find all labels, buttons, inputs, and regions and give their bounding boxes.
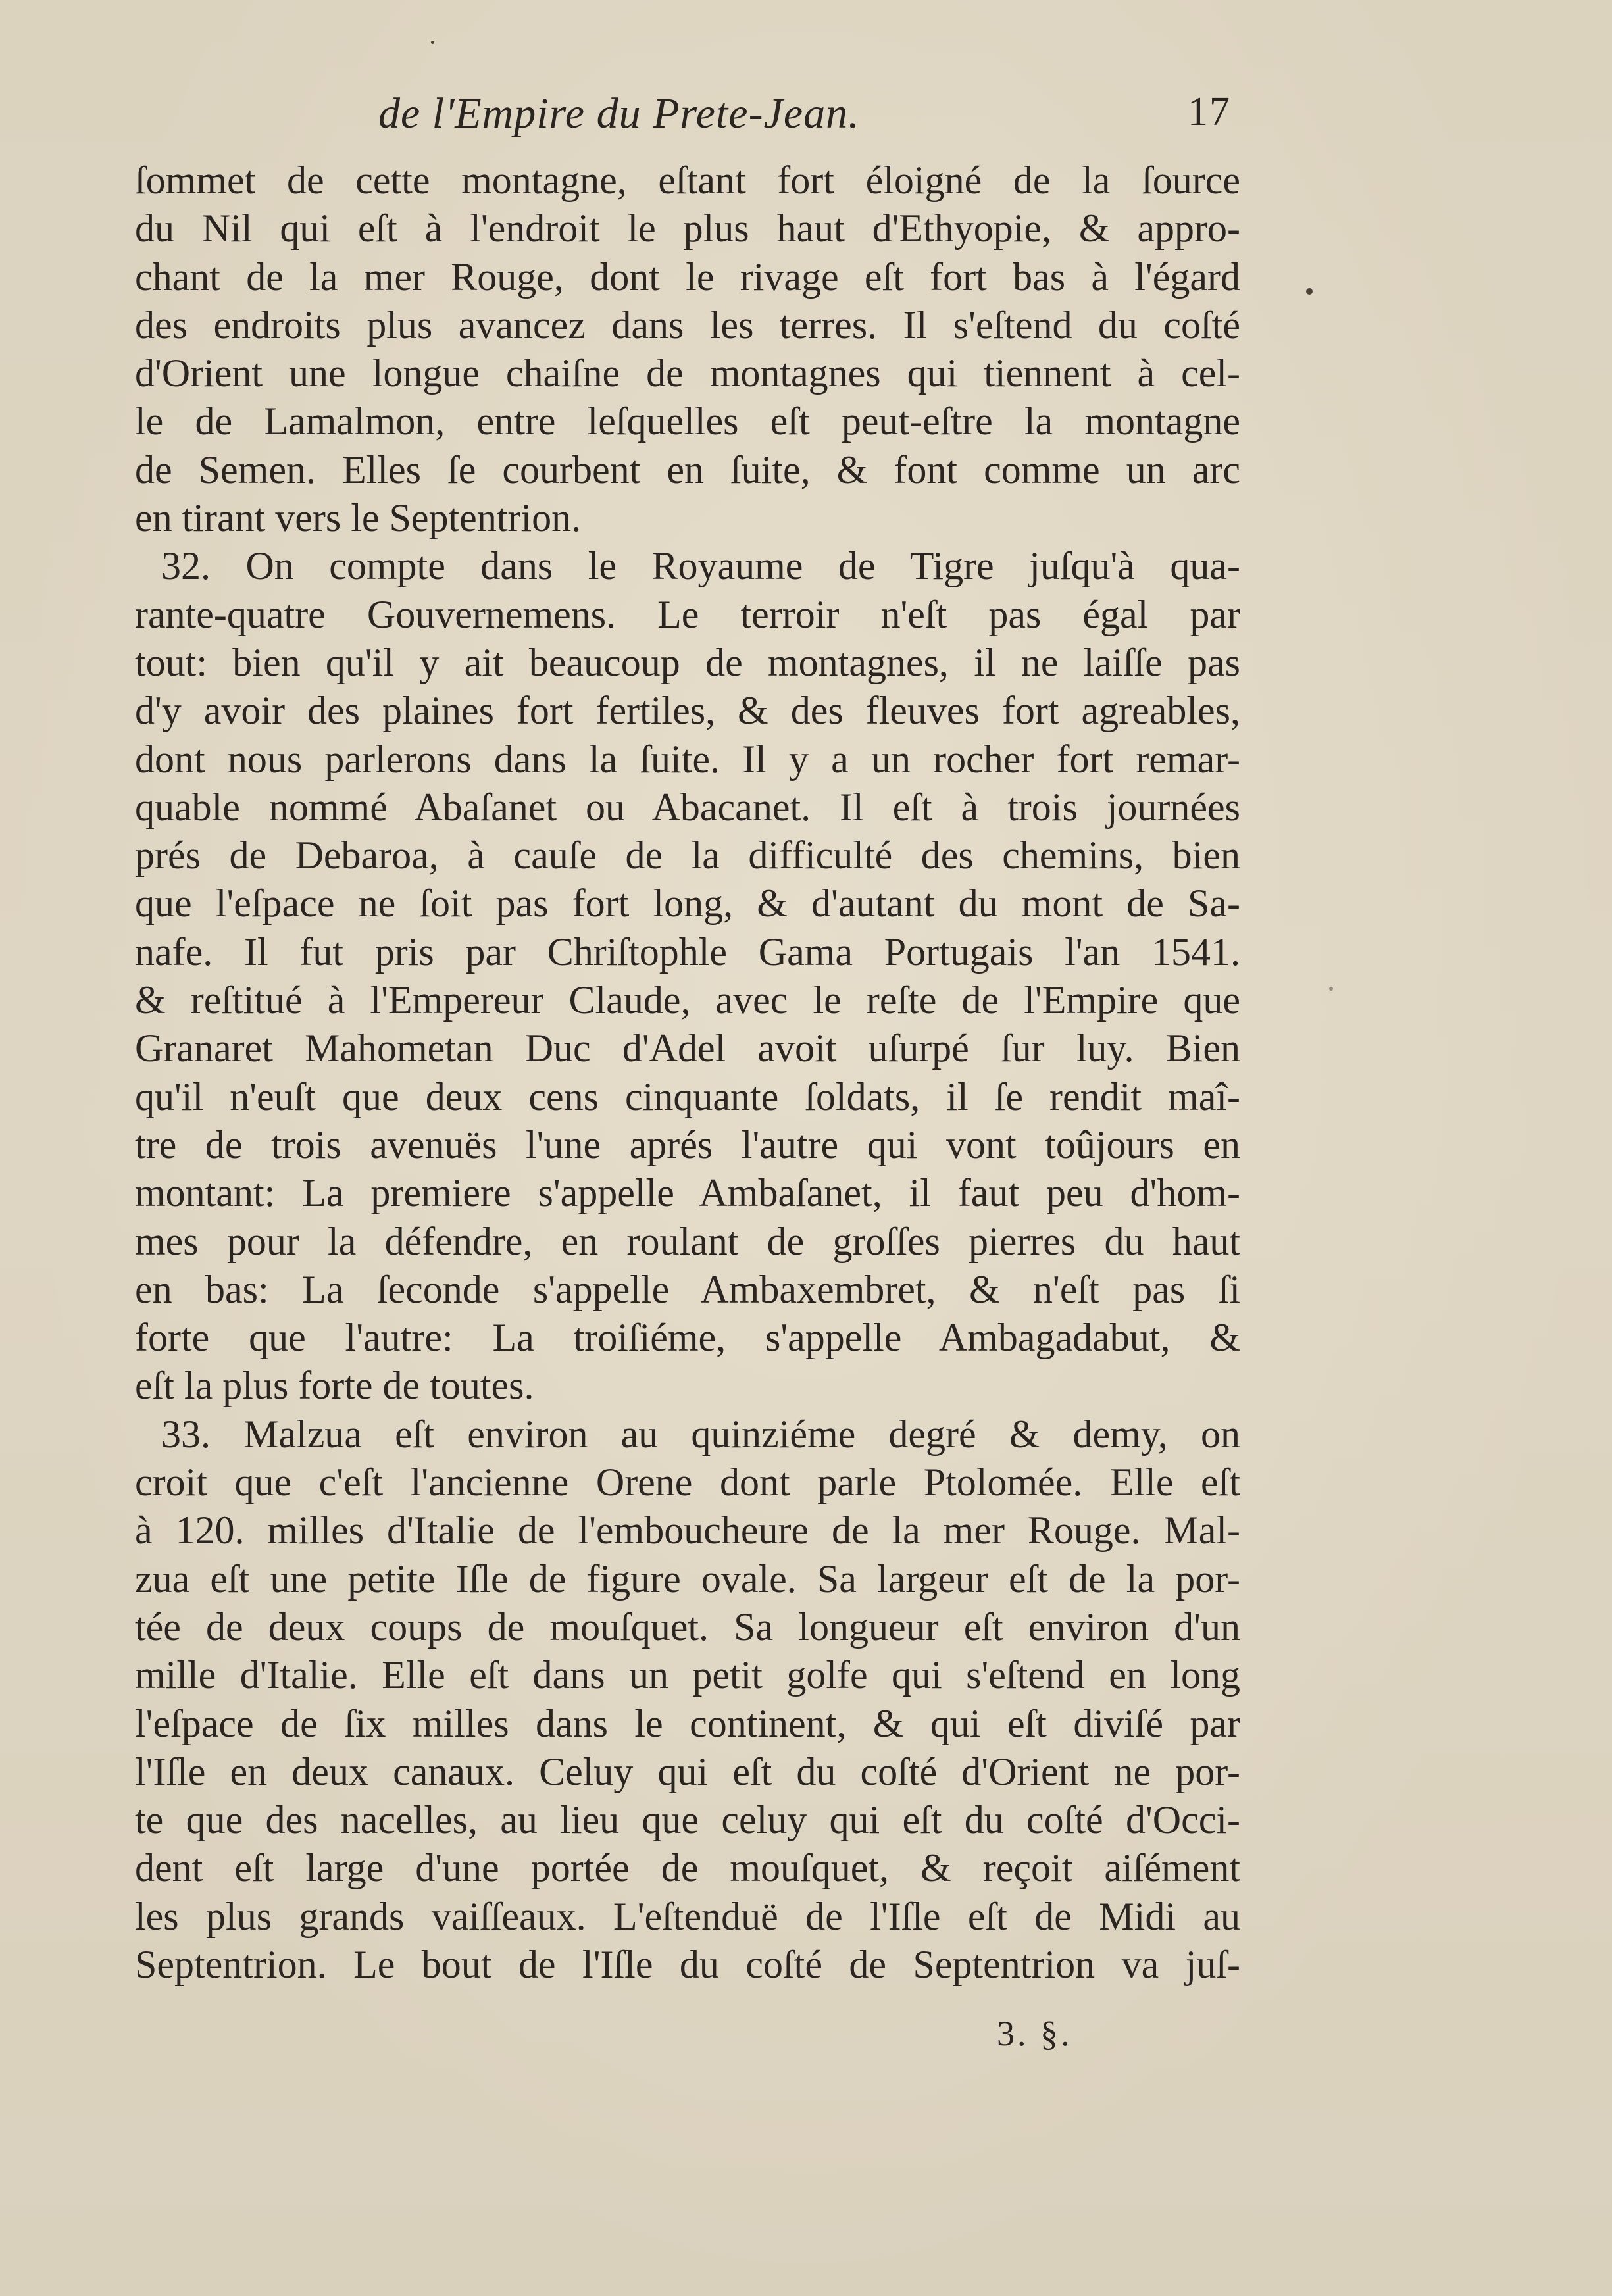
text-line: en tirant vers le Septentrion. xyxy=(135,496,582,540)
text-line: que l'eſpace ne ſoit pas fort long, & d'autant du mont de Sa- xyxy=(135,882,1240,926)
text-line: eſt la plus forte de toutes. xyxy=(135,1364,534,1408)
text-line: qu'il n'euſt que deux cens cinquante ſoldats, il ſe rendit maî- xyxy=(135,1074,1240,1118)
text-line: d'y avoir des plaines fort fertiles, & des fleuves fort agreables, xyxy=(135,689,1240,733)
text-line: l'eſpace de ſix milles dans le continent, & qui eſt diviſé par xyxy=(135,1701,1240,1745)
ink-speck xyxy=(1329,987,1333,991)
text-line: dont nous parlerons dans la ſuite. Il y a un rocher fort remar- xyxy=(135,737,1240,781)
paragraph-33-start: 33. Malzua eſt environ au quinziéme degré & demy, on xyxy=(161,1412,1240,1456)
text-line: croit que c'eſt l'ancienne Orene dont parle Ptolomée. Elle eſt xyxy=(135,1460,1240,1505)
text-line: de Semen. Elles ſe courbent en ſuite, & font comme un arc xyxy=(135,447,1240,491)
paragraph-32-start: 32. On compte dans le Royaume de Tigre juſqu'à qua- xyxy=(161,544,1240,588)
page-number: 17 xyxy=(1188,89,1231,134)
text-line: zua eſt une petite Iſle de figure ovale. Sa largeur eſt de la por- xyxy=(135,1557,1240,1601)
page-header xyxy=(378,89,1234,148)
text-line: à 120. milles d'Italie de l'emboucheure de la mer Rouge. Mal- xyxy=(135,1509,1240,1553)
text-line: l'Iſle en deux canaux. Celuy qui eſt du coſté d'Orient ne por- xyxy=(135,1749,1240,1793)
text-line: des endroits plus avancez dans les terres. Il s'eſtend du coſté xyxy=(135,303,1240,347)
text-line: montant: La premiere s'appelle Ambaſanet, il faut peu d'hom- xyxy=(135,1171,1240,1215)
text-line: tre de trois avenuës l'une aprés l'autre qui vont toûjours en xyxy=(135,1122,1240,1166)
text-line: en bas: La ſeconde s'appelle Ambaxembret, & n'eſt pas ſi xyxy=(135,1267,1240,1311)
text-line: les plus grands vaiſſeaux. L'eſtenduë de l'Iſle eſt de Midi au xyxy=(135,1894,1240,1938)
text-line: d'Orient une longue chaiſne de montagnes qui tiennent à cel- xyxy=(135,351,1240,395)
ink-speck xyxy=(431,41,434,44)
text-line: ſommet de cette montagne, eſtant fort éloigné de la ſource xyxy=(135,159,1240,202)
body-text xyxy=(135,157,1240,1989)
running-title: de l'Empire du Prete-Jean. xyxy=(378,89,860,137)
text-line: mille d'Italie. Elle eſt dans un petit golfe qui s'eſtend en long xyxy=(135,1653,1240,1697)
text-line: nafe. Il fut pris par Chriſtophle Gama Portugais l'an 1541. xyxy=(135,930,1240,974)
text-line: rante-quatre Gouvernemens. Le terroir n'eſt pas égal par xyxy=(135,592,1240,636)
text-line: tée de deux coups de mouſquet. Sa longueur eſt environ d'un xyxy=(135,1605,1240,1649)
text-line: dent eſt large d'une portée de mouſquet, & reçoit aiſément xyxy=(135,1846,1240,1890)
text-line: & reſtitué à l'Empereur Claude, avec le reſte de l'Empire que xyxy=(135,978,1240,1022)
text-line: du Nil qui eſt à l'endroit le plus haut d'Ethyopie, & appro- xyxy=(135,207,1240,251)
text-line: quable nommé Abaſanet ou Abacanet. Il eſt à trois journées xyxy=(135,785,1240,829)
text-line: tout: bien qu'il y ait beaucoup de montagnes, il ne laiſſe pas xyxy=(135,640,1240,684)
text-line: Granaret Mahometan Duc d'Adel avoit uſurpé ſur luy. Bien xyxy=(135,1026,1240,1070)
text-line: forte que l'autre: La troiſiéme, s'appelle Ambagadabut, & xyxy=(135,1316,1240,1360)
text-line: Septentrion. Le bout de l'Iſle du coſté de Septentrion va juſ- xyxy=(135,1942,1240,1986)
catchword: 3. §. xyxy=(997,2014,1072,2053)
text-line: prés de Debaroa, à cauſe de la difficulté des chemins, bien xyxy=(135,834,1240,878)
ink-speck xyxy=(1306,288,1313,295)
text-line: mes pour la défendre, en roulant de groſſes pierres du haut xyxy=(135,1219,1240,1263)
text-line: le de Lamalmon, entre leſquelles eſt peut-eſtre la montagne xyxy=(135,399,1240,443)
text-line: chant de la mer Rouge, dont le rivage eſt fort bas à l'égard xyxy=(135,255,1240,299)
text-line: te que des nacelles, au lieu que celuy qui eſt du coſté d'Occi- xyxy=(135,1798,1240,1842)
